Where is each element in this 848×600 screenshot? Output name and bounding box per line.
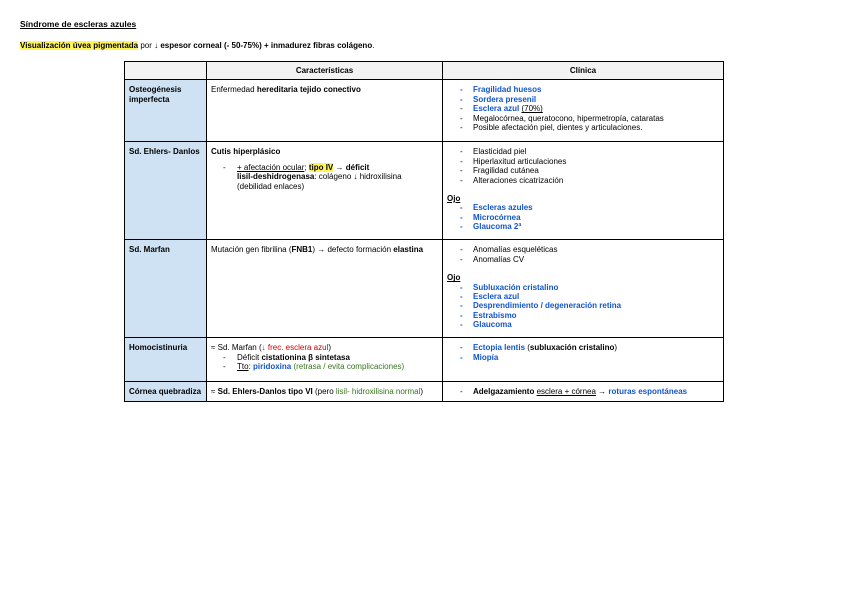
list-item: - Glaucoma (455, 320, 719, 329)
row-clinic (443, 80, 724, 142)
row-features (207, 80, 443, 142)
text: Mutación gen fibrilina ( (211, 245, 292, 255)
text-blue: Ectopia lentis (473, 343, 526, 353)
text: ) (328, 343, 332, 353)
table-row (125, 338, 724, 382)
list-item: - Glaucoma 2ª (455, 222, 719, 231)
list-item-text: Esclera azul (473, 104, 520, 114)
row-clinic (443, 142, 724, 240)
ojo-list (447, 283, 719, 330)
list-item: - Escleras azules (455, 203, 719, 212)
text: : (248, 362, 254, 372)
text-highlight: tipo IV (308, 162, 334, 172)
list-item: - Esclera azul (455, 292, 719, 301)
table-row (125, 142, 724, 240)
document-subtitle (20, 41, 374, 51)
list-item: - Fragilidad cutánea (455, 166, 719, 175)
text-bold: cistationina β sintetasa (261, 352, 350, 362)
list-item: - Posible afectación piel, dientes y articulaciones. (455, 123, 719, 132)
row-name: Osteogénesis imperfecta (125, 80, 207, 142)
table-header-row (125, 62, 724, 80)
list-item: - Anomalías CV (455, 255, 719, 264)
list-item: - Fragilidad huesos (455, 85, 719, 94)
subtitle-highlight: Visualización úvea pigmentada (20, 41, 139, 50)
list-item: - Miopía (455, 353, 719, 362)
list-item: - Hiperlaxitud articulaciones (455, 157, 719, 166)
text-green: (retrasa / evita complicaciones) (291, 362, 405, 372)
text-bold: FNB1 (291, 245, 313, 255)
text-bold: Cutis hiperplásico (211, 147, 281, 157)
ojo-list (447, 203, 719, 231)
text-underline: esclera + córnea (536, 387, 596, 397)
text-green: lisil- hidroxilisina normal (335, 387, 421, 397)
row-features (207, 382, 443, 401)
text-blue: piridoxina (253, 362, 292, 372)
text: ≈ Sd. Marfan ( (211, 343, 262, 353)
clinic-list (447, 85, 719, 132)
row-name: Sd. Ehlers- Danlos (125, 142, 207, 240)
text-bold: lisil-deshidrogenasa (237, 172, 315, 182)
text: ) (614, 343, 618, 353)
list-item: - Anomalías esqueléticas (455, 245, 719, 254)
header-clinic: Clínica (443, 62, 724, 80)
subtitle-bold: espesor corneal (- 50-75%) + inmadurez fibras colágeno (160, 41, 373, 50)
features-list (211, 163, 438, 191)
header-features: Características (207, 62, 443, 80)
clinic-list (447, 387, 719, 396)
clinic-list (447, 343, 719, 362)
subtitle-mid: por ↓ (138, 41, 161, 50)
text: ) → defecto formación (312, 245, 394, 255)
table-row (125, 382, 724, 401)
clinic-list (447, 245, 719, 264)
text: ≈ (211, 387, 218, 397)
table-row (125, 240, 724, 338)
subtitle-end: . (372, 41, 375, 50)
text: Déficit (237, 352, 262, 362)
text-bold: Adelgazamiento (473, 387, 537, 397)
table-row (125, 80, 724, 142)
ojo-heading: Ojo (447, 194, 461, 204)
row-features (207, 240, 443, 338)
row-clinic (443, 240, 724, 338)
text: : colágeno ↓ hidroxilisina (debilidad enlaces) (237, 172, 402, 191)
text: ) (420, 387, 424, 397)
text-underline: Tto (237, 362, 249, 372)
list-item: - Desprendimiento / degeneración retina (455, 301, 719, 310)
text: → (595, 387, 609, 397)
list-item (455, 387, 719, 396)
row-clinic (443, 382, 724, 401)
list-item (223, 353, 438, 362)
text: → (333, 162, 346, 172)
list-item: - Elasticidad piel (455, 147, 719, 156)
text-bold: Sd. Ehlers-Danlos tipo VI (217, 387, 313, 397)
syndromes-table (124, 61, 724, 402)
list-item: - Estrabismo (455, 311, 719, 320)
text: ; (304, 162, 309, 172)
list-item: - Alteraciones cicatrización (455, 176, 719, 185)
row-name: Sd. Marfan (125, 240, 207, 338)
row-features (207, 338, 443, 382)
features-list (211, 353, 438, 372)
text: (pero (312, 387, 336, 397)
row-clinic (443, 338, 724, 382)
list-item (455, 343, 719, 352)
clinic-list (447, 147, 719, 185)
list-item-extra: (70%) (521, 104, 543, 114)
list-item (223, 362, 438, 371)
text: ( (525, 343, 530, 353)
row-name: Córnea quebradiza (125, 382, 207, 401)
row-name: Homocistinuria (125, 338, 207, 382)
list-item: - Sordera presenil (455, 95, 719, 104)
list-item: - Microcórnea (455, 213, 719, 222)
document-title: Síndrome de escleras azules (20, 19, 137, 29)
list-item (223, 163, 438, 191)
row-features (207, 142, 443, 240)
list-item: - Subluxación cristalino (455, 283, 719, 292)
ojo-heading: Ojo (447, 273, 461, 283)
text-bold: déficit (345, 162, 370, 172)
text-bold: elastina (393, 245, 424, 255)
text-bold: hereditaria tejido conectivo (256, 85, 361, 95)
list-item (455, 104, 719, 113)
text-red: ↓ frec. esclera azul (261, 343, 329, 353)
text-bold: subluxación cristalino (529, 343, 615, 353)
text-blue: roturas espontáneas (608, 387, 688, 397)
text-underline: + afectación ocular (237, 162, 305, 172)
text: Enfermedad (211, 85, 257, 95)
header-blank (125, 62, 207, 80)
list-item: - Megalocórnea, queratocono, hipermetropía, cataratas (455, 114, 719, 123)
